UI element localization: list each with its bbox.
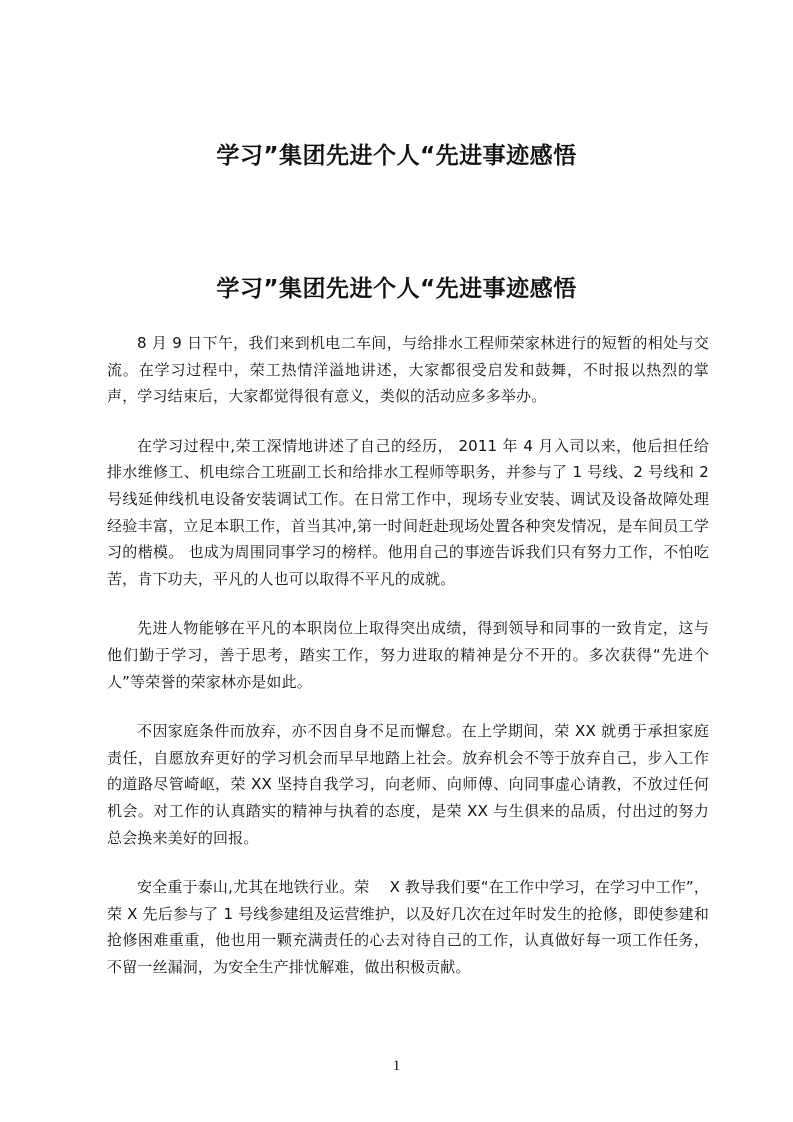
paragraph-2: 在学习过程中,荣工深情地讲述了自己的经历， 2011 年 4 月入司以来，他后担任给排水维修工、机电综合工班副工长和给排水工程师等职务，并参与了 1 号线、2 号线和 2 号线延伸线机电设备安装调试工作。在日常工作中，现场专业安装、调试及设备故障处理经验丰富，立足本职工作，首当其冲,第一时间赶赴现场处置各种突发情况，是车间员工学习的楷模。 也成为周围同事学习的榜样。他用自己的事迹告诉我们只有努力工作，不怕吃苦，肯下功夫，平凡的人也可以取得不平凡的成就。 (107, 436, 709, 588)
article-body (107, 330, 709, 980)
page-number: 1 (392, 1058, 401, 1074)
paragraph-1: 8 月 9 日下午，我们来到机电二车间，与给排水工程师荣家林进行的短暂的相处与交流。在学习过程中，荣工热情洋溢地讲述，大家都很受启发和鼓舞，不时报以热烈的掌声，学习结束后，大家都觉得很有意义，类似的活动应多多举办。 (107, 334, 709, 406)
paragraph-4: 不因家庭条件而放弃，亦不因自身不足而懈怠。在上学期间，荣 XX 就勇于承担家庭责任，自愿放弃更好的学习机会而早早地踏上社会。放弃机会不等于放弃自己，步入工作的道路尽管崎岖，荣 XX 坚持自我学习，向老师、向师傅、向同事虚心请教，不放过任何机会。对工作的认真踏实的精神与执着的态度，是荣 XX 与生俱来的品质，付出过的努力总会换来美好的回报。 (107, 722, 709, 847)
header-title: 学习”集团先进个人“先进事迹感悟 (216, 143, 577, 169)
paragraph-5: 安全重于泰山,尤其在地铁行业。荣 X 教导我们要“在工作中学习，在学习中工作”，荣 X 先后参与了 1 号线参建组及运营维护，以及好几次在过年时发生的抢修，即使参建和抢修困难重重，他也用一颗充满责任的心去对待自己的工作，认真做好每一项工作任务，不留一丝漏洞，为安全生产排忧解难，做出积极贡献。 (107, 878, 709, 976)
main-title: 学习”集团先进个人“先进事迹感悟 (216, 276, 577, 302)
paragraph-3: 先进人物能够在平凡的本职岗位上取得突出成绩，得到领导和同事的一致肯定，这与他们勤于学习，善于思考，踏实工作，努力进取的精神是分不开的。多次获得“先进个人”等荣誉的荣家林亦是如此。 (107, 619, 709, 691)
